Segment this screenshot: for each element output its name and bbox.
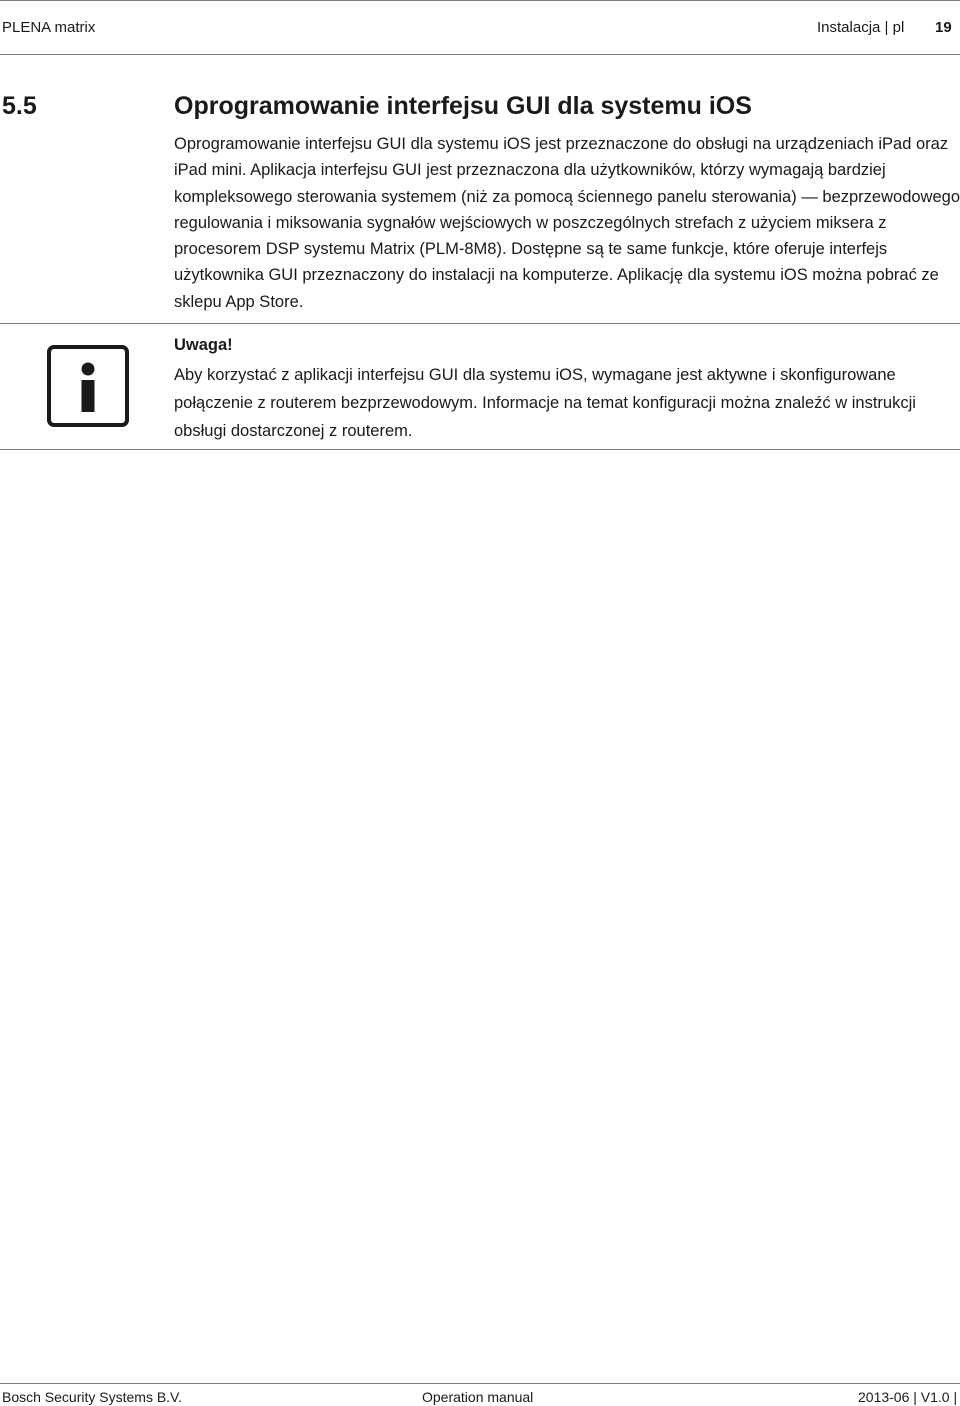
info-icon [47, 345, 129, 427]
section-paragraph: Oprogramowanie interfejsu GUI dla systemu iOS jest przeznaczone do obsługi na urządzeniach iPad oraz iPad mini. Aplikacja interfejsu GUI jest przeznaczona dla użytkowników, którzy wymagają bardziej kompleksowego sterowania systemem (niż za pomocą ściennego panelu sterowania) — bezprzewodowego regulowania i miksowania sygnałów wejściowych w poszczególnych strefach z użyciem miksera z procesorem DSP systemu Matrix (PLM-8M8). Dostępne są te same funkcje, które oferuje interfejs użytkownika GUI przeznaczony do instalacji na komputerze. Aplikację dla systemu iOS można pobrać ze sklepu App Store. [174, 135, 960, 311]
header-section: Instalacja | pl [817, 19, 905, 36]
note-bottom-rule [0, 449, 960, 450]
footer-company: Bosch Security Systems B.V. [2, 1389, 182, 1405]
note-text: Aby korzystać z aplikacji interfejsu GUI dla systemu iOS, wymagane jest aktywne i skonfigurowane połączenie z routerem bezprzewodowym. Informacje na temat konfiguracji można znaleźć w instrukcji obsługi dostarczonej z routerem. [174, 366, 916, 441]
page-number: 19 [935, 19, 952, 36]
note-top-rule [0, 323, 960, 324]
note-title: Uwaga! [174, 336, 233, 354]
header-top-rule [0, 0, 960, 1]
section-title: Oprogramowanie interfejsu GUI dla systemu iOS [174, 92, 752, 120]
footer-version: 2013-06 | V1.0 | [858, 1389, 958, 1405]
header-product: PLENA matrix [2, 19, 96, 36]
footer-top-rule [0, 1383, 960, 1384]
header-bottom-rule [0, 54, 960, 55]
section-number: 5.5 [2, 92, 37, 120]
footer-document: Operation manual [422, 1389, 534, 1405]
